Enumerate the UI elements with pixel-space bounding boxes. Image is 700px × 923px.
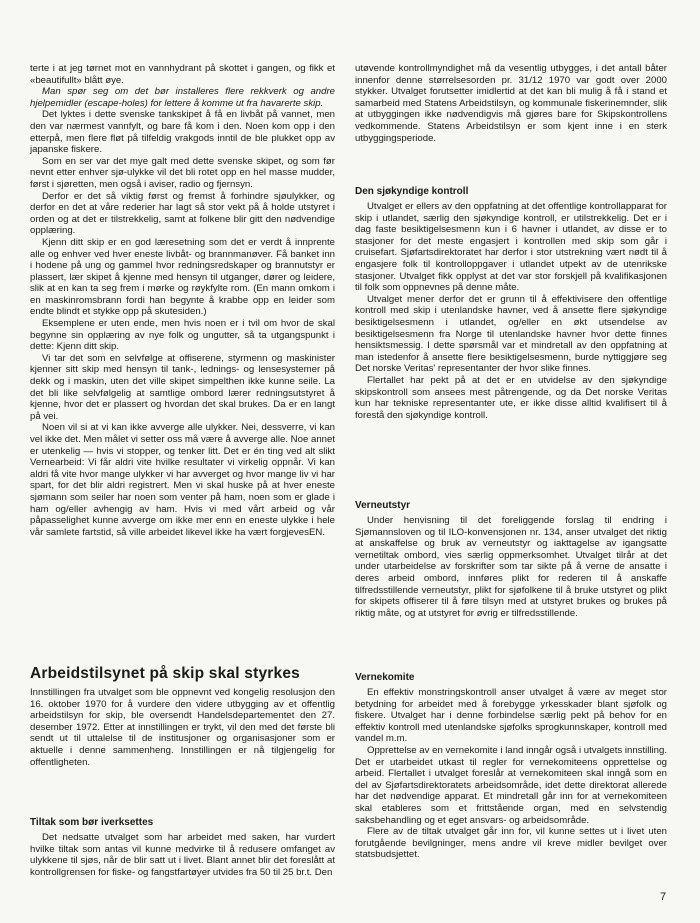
section-heading: Verneutstyr bbox=[355, 500, 411, 511]
section-vernekomite bbox=[355, 672, 667, 861]
paragraph: En effektiv monstringskontroll anser utvalget å være av meget stor betydning for arbeidet med å forebygge yrkesskader blant sjøfolk og fiskere. Utvalget har i denne forbindelse særlig pekt på behov for en effektiv kontroll med utenlandske sjøfolks sprogkunnskaper, kontroll med vandel m.m. bbox=[355, 687, 667, 745]
paragraph: Utvalget mener derfor det er grunn til å effektivisere den offentlige kontroll med skip i utenlandske havner, ved å ansette flere sjøkyndige besiktigelsesmenn i utlandet, og/eller en økt utsendelse av besiktigelsesmenn fra Norge til utenlandske havner hvor dette finnes hensiktsmessig. I dette spørsmål var et mindretall av den oppfatning at man istedenfor å ansette flere besiktigelsesmenn, burde nyttiggjøre seg Det norske Veritas' representanter der hvor slike finnes. bbox=[355, 293, 667, 375]
signature: EN. bbox=[309, 526, 325, 538]
paragraph: Noen vil si at vi kan ikke avverge alle ulykker. Nei, dessverre, vi kan vel ikke det. Men målet vi setter oss må være å avverge alle. Noe annet er utenkelig — hvis vi stopper, og tenker litt. Det er én ting ved alt slikt Vernearbeid: Vi får aldri vite hvilke resultater vi virkelig oppnår. Vi kan aldri få vite hvor mange ulykker vi har avverget og hvor mange liv vi har spart, for det blir aldri registrert. Men vi skal huske på at hver eneste sjømann som seiler har noen som venter på ham, noen som er glade i ham og/eller avhengig av ham. Hvis vi med vårt arbeid og vår påpasselighet kunne avverge om ikke mer enn en eneste ulykke i hele vår samlete fartstid, så ville arbeidet likevel ikke ha vært forgjeves. bbox=[30, 422, 335, 538]
paragraph: Utvalget er ellers av den oppfatning at det offentlige kontrollapparat for skip i utlandet, særlig den sjøkyndige kontroll, er utilstrekkelig. Det er i dag faste besiktigelsesmenn kun i 6 havner i utlandet, av disse er to stasjoner for det meste engasjert i kontrollen med skip som går i cruisefart. Sjøfartsdirektoratet har derfor i stor utstrekning vært nødt til å engasjere folk til kontrolloppgaver i utlandet utpekt av de utenrikske stasjoner. Utvalget fikk opplyst at det var stor forskjell på kvalifikasjonen til folk som oppnevnes på denne måte. bbox=[355, 201, 667, 294]
paragraph: Flere av de tiltak utvalget går inn for, vil kunne settes ut i livet uten forutgående bevilgninger, mens andre vil kreve midler bevilget over statsbudsjettet. bbox=[355, 826, 667, 861]
paragraph: Opprettelse av en vernekomite i land inngår også i utvalgets innstilling. Det er utarbeidet utkast til regler for vernekomiteens opprettelse og arbeid. Flertallet i utvalget foreslår at vernekomiteen skal inngå som en del av Sjøfartsdirektoratets arbeidsområde, idet dette direktorat allerede har det nødvendige apparat. Et mindretall går inn for at vernekomiteen skal etableres som et frittstående organ, med en selvstendig saksbehandling og et eget ansvars- og arbeidsområde. bbox=[355, 744, 667, 826]
paragraph: Flertallet har pekt på at det er en utvidelse av den sjøkyndige skipskontroll som ansees mest påtrengende, og da Det norske Veritas kun har tekniske representanter ute, er ikke disse alltid kvalifisert til å forestå den sjøkyndige kontroll. bbox=[355, 374, 667, 421]
paragraph: Det nedsatte utvalget som har arbeidet med saken, har vurdert hvilke tiltak som antas vil kunne medvirke til å redusere omfanget av ulykkene til sjøs, når de blir satt ut i livet. Blant annet blir det foreslått at kontrollgrensen for fiske- og fangstfartøyer utvides fra 50 til 25 br.t. Den bbox=[30, 832, 335, 878]
paragraph: Eksemplene er uten ende, men hvis noen er i tvil om hvor de skal begynne sin opplæring av nye folk og ungutter, så ta utgangspunkt i dette: Kjenn ditt skip. bbox=[30, 318, 335, 353]
section-tiltak bbox=[30, 817, 335, 878]
left-column bbox=[30, 63, 335, 538]
section-sjokyndige bbox=[355, 186, 667, 421]
paragraph: Man spør seg om det bør installeres flere rekkverk og andre hjelpemidler (escape-holes) for lettere å komme ut fra havarerte skip. bbox=[30, 86, 335, 109]
right-intro bbox=[355, 63, 667, 144]
article-title: Arbeidstilsynet på skip skal styrkes bbox=[30, 665, 300, 682]
section-heading: Vernekomite bbox=[355, 672, 415, 683]
paragraph: Kjenn ditt skip er en god læresetning som det er verdt å innprente alle og enhver ved hver eneste livbåt- og brannmanøver. Få banket inn i hodene på ung og gammel hvor redningsredskaper og brannutstyr er plassert, lær skipet å kjenne med hensyn til utganger, dører og leidere, slik at en kan ta seg frem i mørke og røykfylte rom. (En mann omkom i en maskinromsbrann fordi han begynte å krabbe opp en leider som endte blindt et stykke opp på skutesiden.) bbox=[30, 236, 335, 318]
paragraph: Derfor er det så viktig først og fremst å forhindre sjøulykker, og derfor en det at våre rederier har lagt så stor vekt på å holde utstyret i orden og at det er tilstrekkelig, samt at folkene blir gitt den nødvendige opplæring. bbox=[30, 190, 335, 237]
paragraph: Det lyktes i dette svenske tankskipet å få en livbåt på vannet, men den var nærmest vannfylt, og bare få kom i den. Noen kom opp i den etterpå, men flere fløt på tilfeldig vrakgods inntil de ble plukket opp av japanske fiskere. bbox=[30, 109, 335, 156]
paragraph: Under henvisning til det foreliggende forslag til endring i Sjømannsloven og til ILO-konvensjonen nr. 134, anser utvalget det riktig at anskaffelse og bruk av verneutstyr og iakttagelse av igangsatte vernetiltak ombord, vies særlig oppmerksomhet. Utvalget tilrår at det under utarbeidelse av forskrifter som tar sikte på å verne de ansatte i deres arbeid ombord, innføres plikt for rederen til å anskaffe tilfredsstillende verneutstyr, plikt for sjøfolkene til å bruke utstyret og plikt for skipets offiserer til å føre tilsyn med at utstyret brukes og brukes på riktig måte, og at utstyret for øvrig er tilfredsstillende. bbox=[355, 515, 667, 619]
section-heading: Den sjøkyndige kontroll bbox=[355, 186, 469, 197]
paragraph: utøvende kontrollmyndighet må da vesentlig utbygges, i det antall båter innenfor denne størrelsesorden pr. 31/12 1970 var godt over 2000 stykker. Utvalget forutsetter imidlertid at det kan bli mulig å få i stand et samarbeid med Statens Arbeidstilsyn, og kommunale fiskerinemnder, slik at utbyggingen ikke nødvendigvis må gjøres bare for Skipskontrollens vedkommende. Statens Arbeidstilsyn er som kjent inne i en sterk utbyggingsperiode. bbox=[355, 63, 667, 144]
paragraph: terte i at jeg tørnet mot en vannhydrant på skottet i gangen, og fikk et «beautifullt» blått øye. bbox=[30, 63, 335, 86]
paragraph: Som en ser var det mye galt med dette svenske skipet, og som før nevnt etter enhver sjø-ulykke vil det bli rotet opp en hel masse mudder, først i sjøretten, men også i aviser, radio og fjernsyn. bbox=[30, 155, 335, 190]
article-block bbox=[30, 665, 335, 768]
paragraph: Vi tar det som en selvfølge at offiserene, styrmenn og maskinister kjenner sitt skip med hensyn til tank-, lednings- og lensesystemer på dekk og i maskin, uten det ville skipet simpelthen ikke kunne seile. La det bli like selvfølgelig at samtlige ombord lærer redningsutstyret å kjenne, hvor det er plassert og hvordan det skal brukes. Da er en langt på vei. bbox=[30, 352, 335, 422]
article-intro: Innstillingen fra utvalget som ble oppnevnt ved kongelig resolusjon den 16. oktober 1970 for å vurdere den videre utbygging av et offentlig arbeidstilsyn for skip, ble oversendt Handelsdepartementet den 27. desember 1972. Etter at innstillingen er trykt, vil den med det første bli sendt ut til uttalelse til de institusjoner og organisasjoner som er aktuelle i denne sammenheng. Innstillingen er nå tilgjengelig for offentligheten. bbox=[30, 687, 335, 768]
page-number: 7 bbox=[660, 891, 667, 903]
section-verneutstyr bbox=[355, 500, 667, 619]
section-heading: Tiltak som bør iverksettes bbox=[30, 817, 154, 828]
